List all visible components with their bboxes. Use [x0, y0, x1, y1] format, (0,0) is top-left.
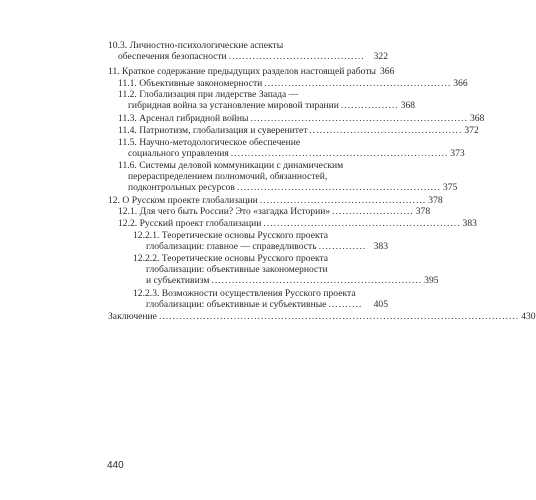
toc-leader: ..............	[318, 241, 367, 253]
toc-leader: .................................................	[259, 195, 427, 206]
toc-entry-title: 11.4. Патриотизм, глобализация и суверенитет	[118, 125, 308, 136]
toc-entry-line: 11.5. Научно-методологическое обеспечение	[118, 137, 301, 148]
toc-entry-line: 11.2. Глобализация при лидерстве Запада —	[118, 89, 299, 100]
toc-entry-title: обеспечения безопасности	[118, 51, 227, 63]
toc-entry	[108, 311, 536, 322]
toc-page-number: 366	[379, 66, 395, 77]
toc-page-number: 322	[373, 51, 388, 63]
toc-page-number: 383	[373, 241, 388, 253]
toc-leader: ........................	[332, 206, 414, 217]
toc-leader: .................	[340, 100, 399, 112]
toc-page-number: 383	[462, 218, 477, 229]
toc-entry-title: гибридная война за установление мировой тирании	[128, 100, 339, 112]
toc-page-number: 366	[453, 78, 468, 89]
toc-leader: .............................................	[309, 125, 463, 136]
toc-entry-title: глобализации: объективные и субъективные	[146, 299, 327, 311]
toc-leader: ..............................................................	[211, 275, 423, 287]
toc-entry	[108, 66, 395, 77]
toc-page-number: 430	[521, 311, 536, 322]
toc-entry	[118, 89, 416, 112]
toc-leader: ..........................................................................................................	[158, 311, 520, 322]
toc-page-number: 373	[450, 148, 465, 160]
toc-entry-line: 12.2.2. Теоретические основы Русского проекта	[133, 253, 329, 264]
toc-entry-line: 12.2.3. Возможности осуществления Русского проекта	[133, 288, 356, 299]
toc-entry	[133, 253, 439, 287]
toc-page-number: 405	[373, 299, 388, 311]
toc-leader: ................................................................	[250, 113, 468, 124]
toc-entry-title: 11.3. Арсенал гибридной войны	[118, 113, 249, 124]
toc-page-number: 378	[415, 206, 431, 217]
toc-entry	[118, 206, 431, 217]
toc-leader: ..........................................................	[263, 218, 461, 229]
toc-entry-title: 12. О Русском проекте глобализации	[108, 195, 258, 206]
toc-entry	[133, 288, 388, 310]
toc-entry-title: и субъективизм	[146, 275, 210, 287]
toc-leader: ........................................	[228, 51, 365, 63]
toc-page-number: 368	[400, 100, 416, 112]
toc-entry-title: социального управления	[128, 148, 229, 160]
toc-entry	[118, 218, 477, 229]
toc-entry-line: перераспределением полномочий, обязанностей,	[128, 171, 328, 183]
toc-entry-title: 12.2. Русский проект глобализации	[118, 218, 262, 229]
toc-leader: ................................................................	[230, 148, 449, 160]
page-number: 440	[107, 460, 124, 471]
toc-page-number: 372	[464, 125, 479, 136]
toc-page-number: 368	[469, 113, 485, 124]
toc-entry-title: глобализации: главное — справедливость	[146, 241, 317, 253]
toc-entry	[118, 113, 485, 124]
toc-entry-line: 10.3. Личностно-психологические аспекты	[108, 40, 284, 51]
toc-entry-line: 11.6. Системы деловой коммуникации с динамическим	[118, 160, 344, 171]
toc-entry-title: подконтрольных ресурсов	[128, 182, 235, 194]
toc-entry	[118, 137, 465, 160]
toc-entry-title: 11.1. Объективные закономерности	[118, 78, 263, 89]
toc-entry-line: 12.2.1. Теоретические основы Русского проекта	[133, 230, 329, 241]
toc-entry	[108, 40, 388, 62]
toc-entry	[133, 230, 388, 252]
toc-leader: ..........	[328, 299, 363, 311]
toc-entry	[108, 195, 443, 206]
toc-entry	[118, 160, 458, 194]
toc-leader: ............................................................	[236, 182, 441, 194]
toc-page-number: 375	[442, 182, 458, 194]
toc-entry	[118, 125, 479, 136]
toc-entry-title: Заключение	[108, 311, 157, 322]
toc-leader: .......................................................	[264, 78, 452, 89]
toc-entry-title: 12.1. Для чего быть России? Это «загадка Истории»	[118, 206, 331, 217]
toc-entry-title: 11. Краткое содержание предыдущих разделов настоящей работы	[108, 66, 376, 77]
toc-page-number: 378	[428, 195, 443, 206]
toc-page-number: 395	[424, 275, 439, 287]
toc-entry-line: глобализации: объективные закономерности	[146, 264, 328, 276]
toc-entry	[118, 78, 468, 89]
